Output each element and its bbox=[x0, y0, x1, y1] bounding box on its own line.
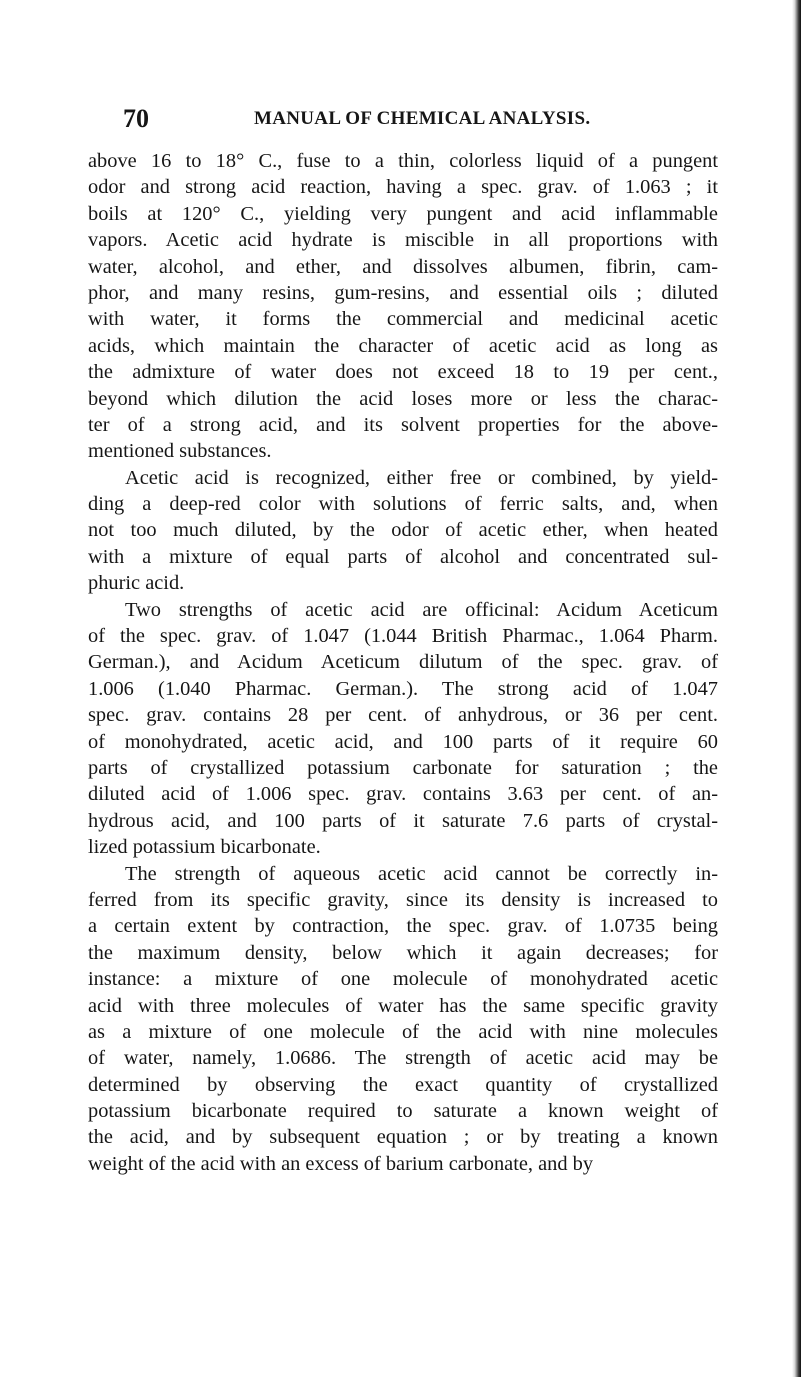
text-line: ferred from its specific gravity, since its density is increased to bbox=[88, 888, 718, 911]
text-line: 1.006 (1.040 Pharmac. German.). The strong acid of 1.047 bbox=[88, 677, 718, 700]
text-line: as a mixture of one molecule of the acid with nine molecules bbox=[88, 1020, 718, 1043]
paragraph bbox=[88, 861, 718, 1178]
text-line: lized potassium bicarbonate. bbox=[88, 836, 321, 859]
text-line: of monohydrated, acetic acid, and 100 parts of it require 60 bbox=[88, 730, 718, 753]
text-line: Acetic acid is recognized, either free or combined, by yield- bbox=[125, 466, 718, 489]
text-line: boils at 120° C., yielding very pungent and acid inflammable bbox=[88, 202, 718, 225]
text-line: The strength of aqueous acetic acid cannot be correctly in- bbox=[125, 862, 718, 885]
text-line: hydrous acid, and 100 parts of it saturate 7.6 parts of crystal- bbox=[88, 809, 718, 832]
page-number: 70 bbox=[123, 104, 149, 133]
text-line: a certain extent by contraction, the spec. grav. of 1.0735 being bbox=[88, 915, 718, 938]
running-title: MANUAL OF CHEMICAL ANALYSIS. bbox=[254, 108, 591, 129]
text-line: above 16 to 18° C., fuse to a thin, colorless liquid of a pungent bbox=[88, 150, 718, 172]
paragraph bbox=[88, 148, 718, 465]
text-line: phor, and many resins, gum-resins, and essential oils ; diluted bbox=[88, 281, 718, 304]
text-line: of water, namely, 1.0686. The strength of acetic acid may be bbox=[88, 1047, 718, 1070]
text-line: acids, which maintain the character of acetic acid as long as bbox=[88, 334, 718, 357]
paragraph bbox=[88, 597, 718, 861]
text-line: ter of a strong acid, and its solvent properties for the above- bbox=[88, 413, 718, 436]
text-line: weight of the acid with an excess of barium carbonate, and by bbox=[88, 1152, 594, 1175]
page-header bbox=[123, 104, 591, 134]
text-line: ding a deep-red color with solutions of ferric salts, and, when bbox=[88, 493, 718, 516]
text-line: German.), and Acidum Aceticum dilutum of the spec. grav. of bbox=[88, 651, 718, 674]
text-line: diluted acid of 1.006 spec. grav. contains 3.63 per cent. of an- bbox=[88, 783, 718, 806]
text-line: odor and strong acid reaction, having a spec. grav. of 1.063 ; it bbox=[88, 176, 718, 199]
text-line: the acid, and by subsequent equation ; or by treating a known bbox=[88, 1126, 718, 1149]
text-line: spec. grav. contains 28 per cent. of anhydrous, or 36 per cent. bbox=[88, 704, 718, 727]
text-line: the maximum density, below which it again decreases; for bbox=[88, 941, 718, 964]
text-line: mentioned substances. bbox=[88, 440, 272, 463]
text-line: acid with three molecules of water has the same specific gravity bbox=[88, 994, 718, 1017]
text-line: potassium bicarbonate required to saturate a known weight of bbox=[88, 1100, 718, 1123]
text-line: with a mixture of equal parts of alcohol and concentrated sul- bbox=[88, 545, 718, 568]
text-line: phuric acid. bbox=[88, 572, 185, 595]
text-line: of the spec. grav. of 1.047 (1.044 British Pharmac., 1.064 Pharm. bbox=[88, 625, 718, 648]
body-text bbox=[88, 148, 718, 1177]
text-line: determined by observing the exact quantity of crystallized bbox=[88, 1073, 718, 1096]
text-line: vapors. Acetic acid hydrate is miscible in all proportions with bbox=[88, 229, 718, 252]
text-line: with water, it forms the commercial and medicinal acetic bbox=[88, 308, 718, 331]
page-edge-shadow bbox=[792, 0, 801, 1377]
paragraph bbox=[88, 465, 718, 597]
text-line: parts of crystallized potassium carbonate for saturation ; the bbox=[88, 756, 718, 779]
text-line: instance: a mixture of one molecule of monohydrated acetic bbox=[88, 968, 718, 991]
text-line: the admixture of water does not exceed 18 to 19 per cent., bbox=[88, 361, 718, 384]
text-line: Two strengths of acetic acid are officinal: Acidum Aceticum bbox=[125, 598, 718, 621]
text-line: water, alcohol, and ether, and dissolves albumen, fibrin, cam- bbox=[88, 255, 718, 278]
text-line: beyond which dilution the acid loses more or less the charac- bbox=[88, 387, 718, 410]
text-line: not too much diluted, by the odor of acetic ether, when heated bbox=[88, 519, 718, 542]
